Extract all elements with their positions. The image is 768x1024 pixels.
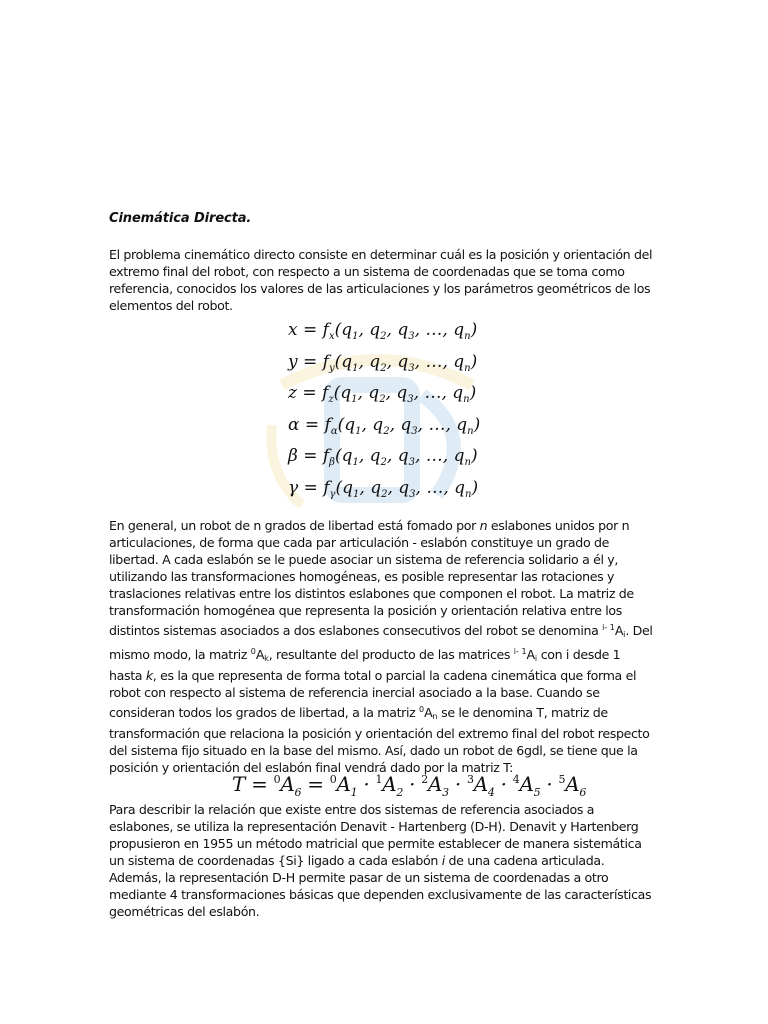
equation-row: $\alpha = f_\alpha(q_1$, $q_2$, $q_3$, …, $q_n$) (288, 414, 481, 437)
paragraph-transform-text: En general, un robot de n grados de libertad está fomado por n eslabones unidos por n articulaciones, de forma que cada par articulación - eslabón constituye un grado de libertad. A cada eslabón se le puede asociar un sistema de referencia solidario a él y, utilizando las transformaciones homogéneas, es posible representar las rotaciones y traslaciones relativas entre los distintos eslabones que componen el robot. La matriz de transformación homogénea que representa la posición y orientación relativa entre los distintos sistemas asociados a dos eslabones consecutivos del robot se denomina $^{i- 1}A_i$. Del mismo modo, la matriz $^0A_k$, resultante del producto de las matrices $^{i- 1}A_i$ con i desde 1 hasta k, es la que representa de forma total o parcial la cadena cinemática que forma el robot con respecto al sistema de referencia inercial asociado a la base. Cuando se consideran todos los grados de libertad, a la matriz $^0A_n$ se le denomina T, matriz de transformación que relaciona la posición y orientación del extremo final del robot respecto del sistema fijo situado en la base del mismo. Así, dado un robot de 6gdl, se tiene que la posición y orientación del eslabón final vendrá dado por la matriz T: (109, 518, 653, 775)
section-title: Cinemática Directa. (109, 211, 252, 226)
equation-block (288, 318, 488, 507)
paragraph-intro (109, 246, 655, 314)
paragraph-transform (109, 517, 655, 776)
equation-row: $\gamma = f_\gamma(q_1$, $q_2$, $q_3$, …, $q_n$) (288, 477, 479, 500)
paragraph-dh (109, 801, 655, 920)
matrix-equation: $T = ^0A_6 = ^0A_1 \cdot ^1A_2 \cdot ^2A_3 \cdot ^3A_4 \cdot ^4A_5 \cdot ^5A_6$ (232, 772, 587, 799)
equation-row: $x = f_x(q_1$, $q_2$, $q_3$, …, $q_n$) (288, 320, 478, 342)
equation-row: $y = f_y(q_1$, $q_2$, $q_3$, …, $q_n$) (288, 351, 478, 374)
equation-row: $z = f_z(q_1$, $q_2$, $q_3$, …, $q_n$) (288, 383, 477, 405)
paragraph-dh-text: Para describir la relación que existe entre dos sistemas de referencia asociados a eslabones, se utiliza la representación Denavit - Hartenberg (D-H). Denavit y Hartenberg propusieron en 1955 un método matricial que permite establecer de manera sistemática un sistema de coordenadas {Si} ligado a cada eslabón i de una cadena articulada. Además, la representación D-H permite pasar de un sistema de coordenadas a otro mediante 4 transformaciones básicas que dependen exclusivamente de las características geométricas del eslabón. (109, 802, 652, 919)
paragraph-intro-text: El problema cinemático directo consiste en determinar cuál es la posición y orientación del extremo final del robot, con respecto a un sistema de coordenadas que se toma como referencia, conocidos los valores de las articulaciones y los parámetros geométricos de los elementos del robot. (109, 247, 653, 313)
equation-row: $\beta = f_\beta(q_1$, $q_2$, $q_3$, …, $q_n$) (288, 446, 478, 468)
